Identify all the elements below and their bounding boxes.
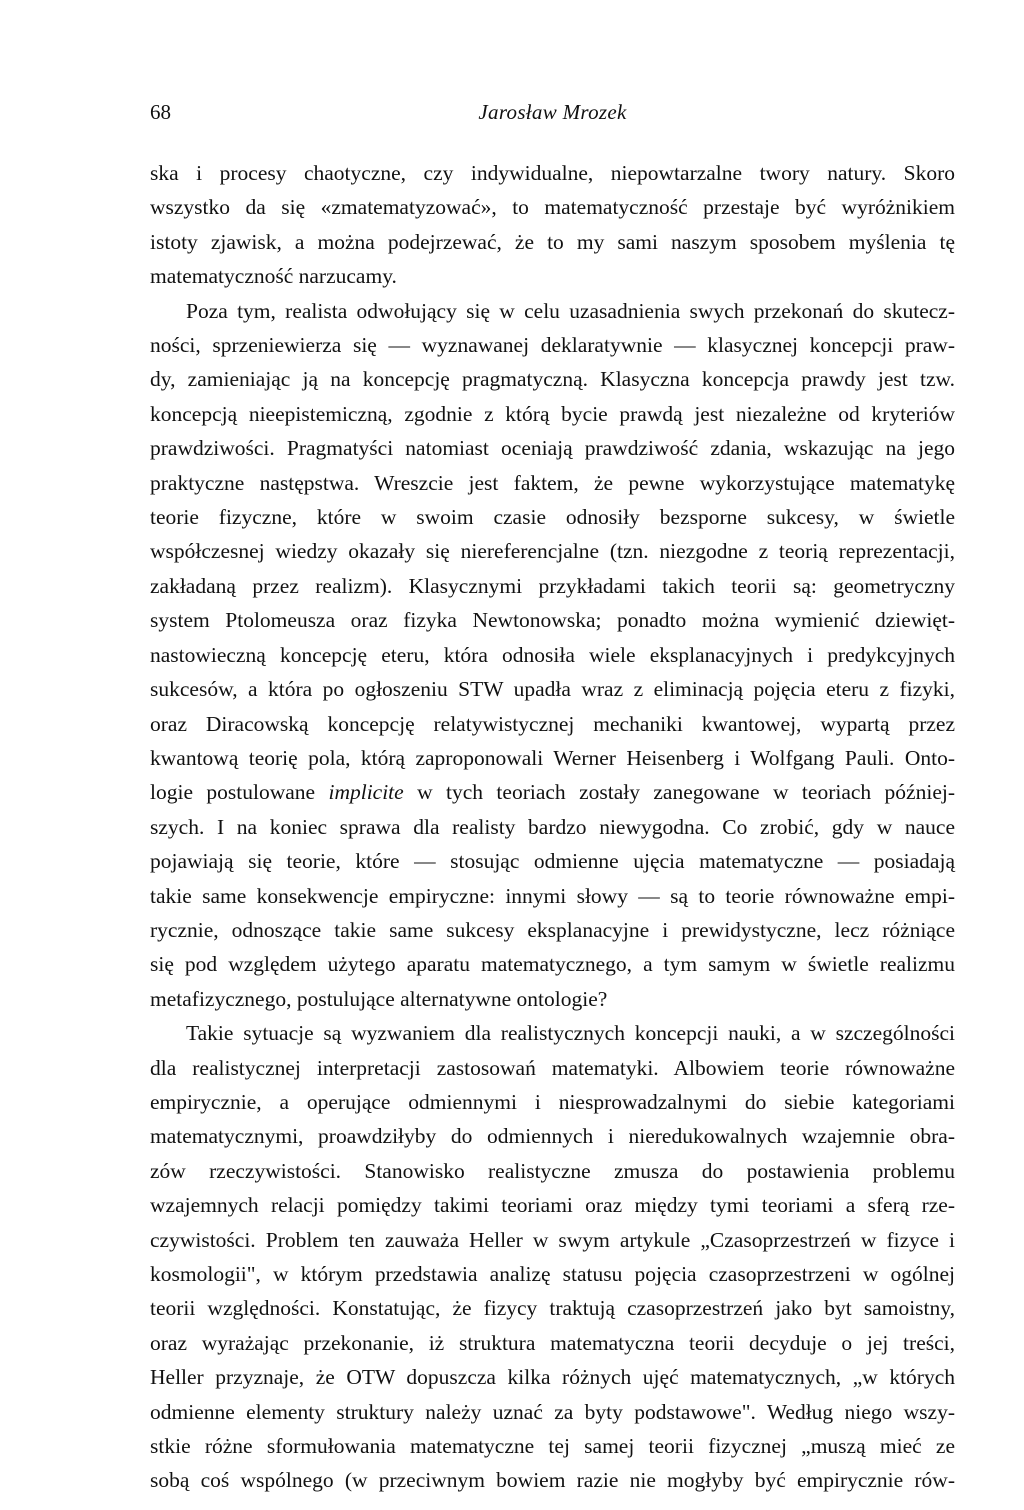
- text-line: sobą coś wspólnego (w przeciwnym bowiem razie nie mogłyby być empirycznie rów-: [150, 1468, 955, 1493]
- text-line: istoty zjawisk, a można podejrzewać, że to my sami naszym sposobem myślenia tę: [150, 229, 955, 254]
- paragraph-1: [150, 156, 955, 294]
- paragraph-3: [150, 1016, 955, 1498]
- text-line: szych. I na koniec sprawa dla realisty bardzo niewygodna. Co zrobić, gdy w nauce: [150, 814, 955, 839]
- text-line: kosmologii", w którym przedstawia analizę statusu pojęcia czasoprzestrzeni w ogólnej: [150, 1262, 955, 1286]
- text-line: dla realistycznej interpretacji zastosowań matematyki. Albowiem teorie równoważne: [150, 1055, 955, 1080]
- text-line: wszystko da się «zmatematyzować», to matematyczność przestaje być wyróżnikiem: [150, 195, 955, 220]
- body-text: [150, 156, 955, 1498]
- text-line: rycznie, odnoszące takie same sukcesy eksplanacyjne i prewidystyczne, lecz różniące: [150, 917, 955, 942]
- text-line: koncepcją nieepistemiczną, zgodnie z którą bycie prawdą jest niezależne od kryteriów: [150, 401, 955, 426]
- text-segment: w tych teoriach zostały zanegowane w teoriach później-: [403, 780, 955, 805]
- text-line-with-italic: [150, 775, 955, 809]
- text-line: teorie fizyczne, które w swoim czasie odnosiły bezsporne sukcesy, w świetle: [150, 505, 955, 530]
- text-line: prawdziwości. Pragmatyści natomiast oceniają prawdziwość zdania, wskazując na jego: [150, 436, 955, 461]
- text-line: takie same konsekwencje empiryczne: innymi słowy — są to teorie równoważne empi-: [150, 883, 955, 908]
- text-line: odmienne elementy struktury należy uznać za byty podstawowe". Według niego wszy-: [150, 1399, 955, 1424]
- text-segment: logie postulowane: [150, 780, 329, 805]
- text-line: system Ptolomeusza oraz fizyka Newtonowska; ponadto można wymienić dziewięt-: [150, 608, 955, 633]
- text-line: sukcesów, a która po ogłoszeniu STW upadła wraz z eliminacją pojęcia eteru z fizyki,: [150, 677, 955, 702]
- text-line: ności, sprzeniewierza się — wyznawanej deklaratywnie — klasycznej koncepcji praw-: [150, 333, 955, 358]
- text-line: wzajemnych relacji pomiędzy takimi teoriami oraz między tymi teoriami a sferą rze-: [150, 1193, 955, 1218]
- text-line: stkie różne sformułowania matematyczne tej samej teorii fizycznej „muszą mieć ze: [150, 1434, 955, 1459]
- text-line: zów rzeczywistości. Stanowisko realistyczne zmusza do postawienia problemu: [150, 1158, 955, 1183]
- text-line: Poza tym, realista odwołujący się w celu uzasadnienia swych przekonań do skutecz-: [186, 298, 955, 323]
- text-line: metafizycznego, postulujące alternatywne ontologie?: [150, 986, 608, 1011]
- text-line: Heller przyznaje, że OTW dopuszcza kilka różnych ujęć matematycznych, „w których: [150, 1365, 955, 1390]
- text-line: współczesnej wiedzy okazały się niereferencjalne (tzn. niezgodne z teorią reprezentacji,: [150, 539, 955, 564]
- text-line: zakładaną przez realizm). Klasycznymi przykładami takich teorii są: geometryczny: [150, 573, 955, 598]
- page-number: 68: [150, 100, 171, 124]
- text-line: kwantową teorię pola, którą zaproponowali Werner Heisenberg i Wolfgang Pauli. Onto-: [150, 745, 955, 770]
- page: [150, 100, 955, 1498]
- page-header: [150, 100, 955, 134]
- running-head: Jarosław Mrozek: [478, 100, 627, 124]
- text-line: matematyczność narzucamy.: [150, 264, 397, 289]
- italic-term: implicite: [328, 780, 404, 805]
- text-line: empirycznie, a operujące odmiennymi i niesprowadzalnymi do siebie kategoriami: [150, 1089, 955, 1114]
- paragraph-2: [150, 294, 955, 1017]
- text-line: się pod względem użytego aparatu matematycznego, a tym samym w świetle realizmu: [150, 952, 955, 977]
- text-line: matematycznymi, proawdziłyby do odmiennych i nieredukowalnych wzajemnie obra-: [150, 1124, 955, 1149]
- text-line: dy, zamieniając ją na koncepcję pragmatyczną. Klasyczna koncepcja prawdy jest tzw.: [150, 367, 955, 392]
- text-line: pojawiają się teorie, które — stosując odmienne ujęcia matematyczne — posiadają: [150, 849, 955, 874]
- text-line: praktyczne następstwa. Wreszcie jest faktem, że pewne wykorzystujące matematykę: [150, 470, 955, 495]
- text-line: Takie sytuacje są wyzwaniem dla realistycznych koncepcji nauki, a w szczególności: [186, 1021, 955, 1046]
- text-line: nastowieczną koncepcję eteru, która odnosiła wiele eksplanacyjnych i predykcyjnych: [150, 642, 955, 667]
- text-line: ska i procesy chaotyczne, czy indywidualne, niepowtarzalne twory natury. Skoro: [150, 161, 955, 185]
- text-line: teorii względności. Konstatując, że fizycy traktują czasoprzestrzeń jako byt samoistny,: [150, 1296, 955, 1321]
- text-line: oraz wyrażając przekonanie, iż struktura matematyczna teorii decyduje o jej treści,: [150, 1330, 955, 1355]
- text-line: oraz Diracowską koncepcję relatywistycznej mechaniki kwantowej, wypartą przez: [150, 711, 955, 736]
- text-line: czywistości. Problem ten zauważa Heller w swym artykule „Czasoprzestrzeń w fizyce i: [150, 1227, 955, 1252]
